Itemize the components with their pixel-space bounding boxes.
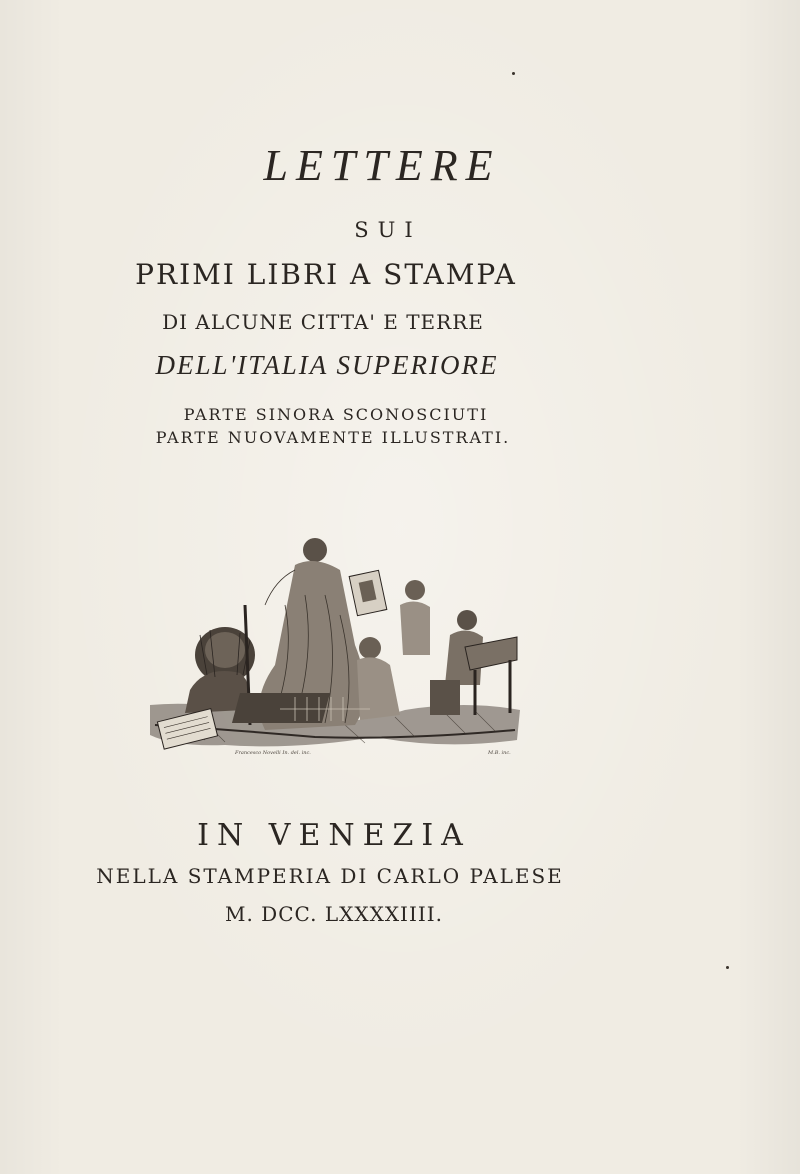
vignette-caption-right: M.B. inc. [488,750,511,756]
imprint-place: IN VENEZIA [197,818,471,853]
title-sub-sui: SUI [354,218,422,242]
title-sub-parte-sconosciuti: PARTE SINORA SCONOSCIUTI [183,405,489,424]
book-title: LETTERE [263,141,501,190]
title-sub-italia-superiore: DELL'ITALIA SUPERIORE [155,350,499,380]
title-sub-primi-libri: PRIMI LIBRI A STAMPA [135,258,517,291]
title-sub-parte-illustrati: PARTE NUOVAMENTE ILLUSTRATI. [155,428,511,447]
engraved-vignette [145,525,525,770]
title-sub-alcune-citta: DI ALCUNE CITTA' E TERRE [162,310,484,334]
writing-desk [430,637,517,715]
vignette-caption-left: Francesco Novelli In. del. inc. [235,750,311,756]
paper-speck [726,966,729,969]
imprint-printer: NELLA STAMPERIA DI CARLO PALESE [96,864,564,888]
imprint-date: M. DCC. LXXXXIIII. [224,902,444,926]
paper-speck [512,72,515,75]
